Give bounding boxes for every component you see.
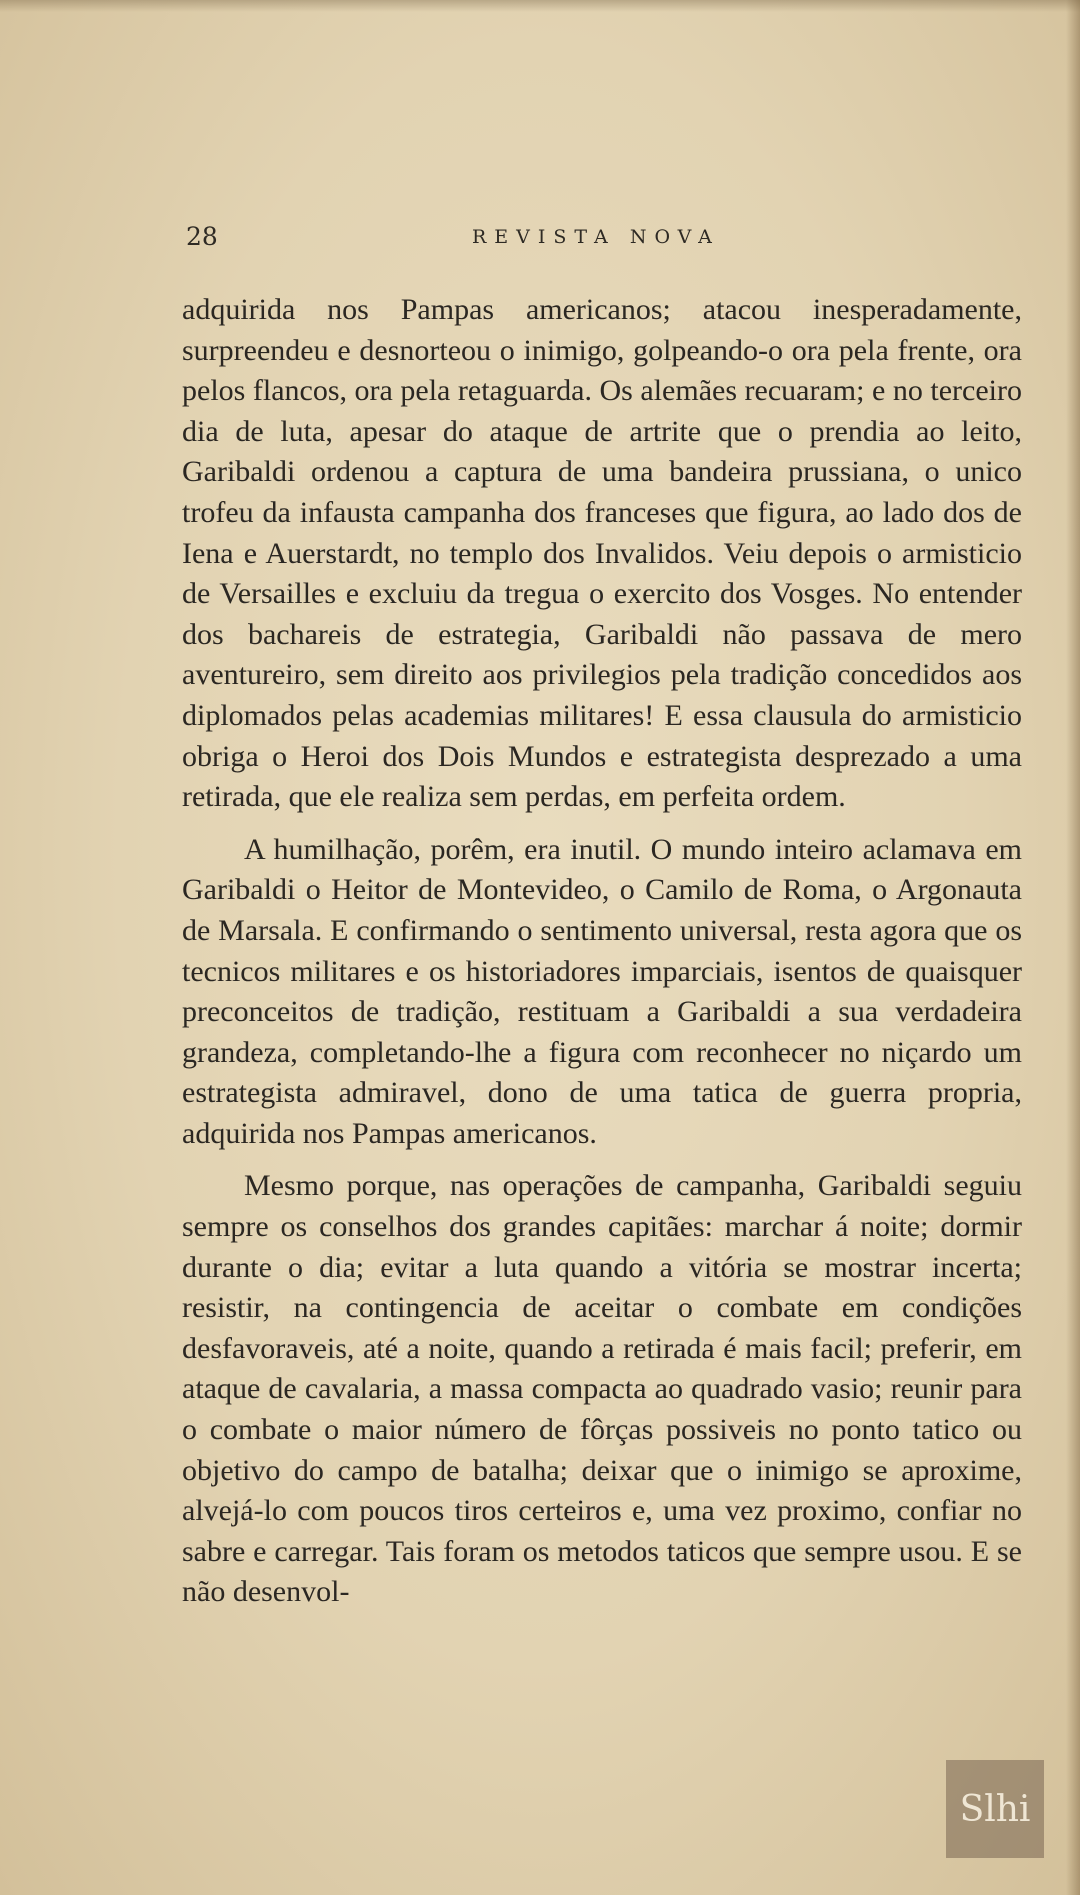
running-header xyxy=(182,218,1020,258)
page-right-shadow xyxy=(1066,0,1080,1895)
paragraph-humiliation: A humilhação, porêm, era inutil. O mundo inteiro aclamava em Garibaldi o Heitor de Montevideo, o Camilo de Roma, o Argonauta de Marsala. E confirmando o sentimento universal, resta agora que os tecnicos militares e os historiadores imparciais, isentos de quaisquer preconceitos de tradição, restituam a Garibaldi a sua verdadeira grandeza, completando-lhe a figura com reconhecer no niçardo um estrategista admiravel, dono de uma tatica de guerra propria, adquirida nos Pampas americanos. xyxy=(182,832,1022,1150)
page-number: 28 xyxy=(186,222,218,251)
paragraph-tactics: Mesmo porque, nas operações de campanha, Garibaldi seguiu sempre os conselhos dos grandes capitães: marchar á noite; dormir durante o dia; evitar a luta quando a vitória se mostrar incerta; resistir, na contingencia de aceitar o combate em condições desfavoraveis, até a noite, quando a retirada é mais facil; preferir, em ataque de cavalaria, a massa compacta ao quadrado vasio; reunir para o combate o maior número de fôrças possiveis no ponto tatico ou objetivo do campo de batalha; deixar que o inimigo se aproxime, alvejá-lo com poucos tiros certeiros e, uma vez proximo, confiar no sabre e carregar. Tais foram os metodos taticos que sempre usou. E se não desenvol- xyxy=(182,1169,1022,1609)
paragraph-continuation: adquirida nos Pampas americanos; atacou inesperadamente, surpreendeu e desnorteou o inimigo, golpeando-o ora pela frente, ora pelos flancos, ora pela retaguarda. Os alemães recuaram; e no terceiro dia de luta, apesar do ataque de artrite que o prendia ao leito, Garibaldi ordenou a captura de uma bandeira prussiana, o unico trofeu da infausta campanha dos franceses que figura, ao lado dos de Iena e Auerstardt, no templo dos Invalidos. Veiu depois o armisticio de Versailles e excluiu da tregua o exercito dos Vosges. No entender dos bachareis de estrategia, Garibaldi não passava de mero aventureiro, sem direito aos privilegios pela tradição concedidos aos diplomados pelas academias militares! E essa clausula do armisticio obriga o Heroi dos Dois Mundos e estrategista desprezado a uma retirada, que ele realiza sem perdas, em perfeita ordem. xyxy=(182,293,1022,814)
page-top-shadow xyxy=(0,0,1080,12)
body-text xyxy=(182,290,1022,1625)
library-watermark-logo xyxy=(946,1760,1044,1858)
logo-text: Slhi xyxy=(959,1788,1031,1830)
journal-title: REVISTA NOVA xyxy=(472,226,720,248)
